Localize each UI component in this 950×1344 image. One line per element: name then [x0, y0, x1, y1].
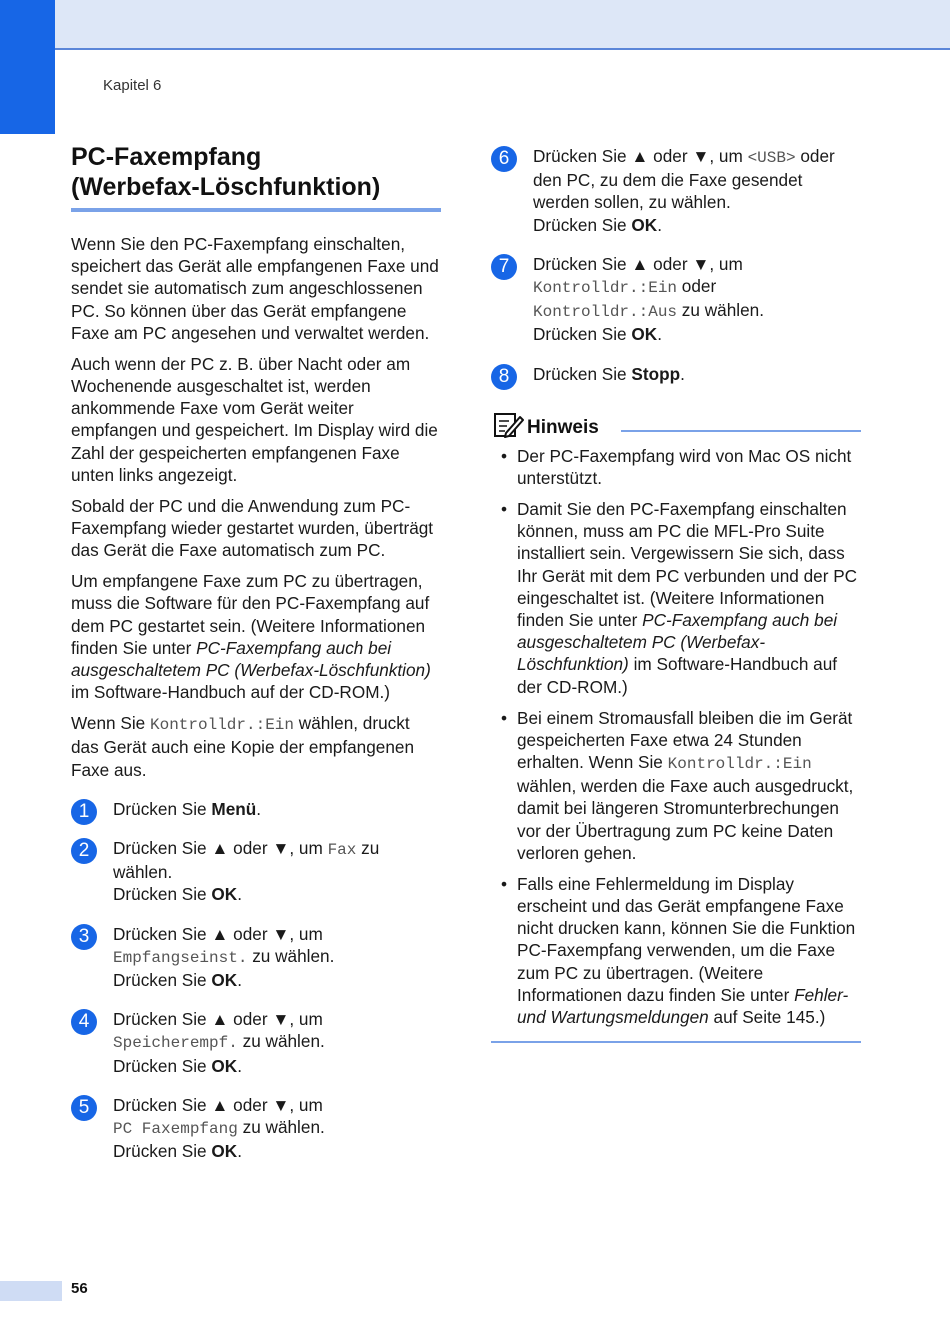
step-text: Drücken Sie	[533, 324, 632, 345]
paragraph-5-text-end: wählen, druckt das Gerät auch eine Kopie der empfangenen Faxe aus.	[71, 713, 415, 780]
paragraph-1: Wenn Sie den PC-Faxempfang einschalten, speichert das Gerät alle empfangenen Faxe und sendet sie automatisch zum angeschlossenen PC. So können über das Gerät empfangene Faxe am PC angesehen und verwaltet werden.	[71, 234, 439, 343]
step-text: Drücken Sie ▲ oder ▼, um	[113, 1009, 323, 1030]
paragraph-5	[71, 712, 441, 781]
step-2	[71, 837, 441, 906]
note-end-rule	[491, 1041, 861, 1043]
step-text-end: zu wählen.	[247, 945, 335, 966]
note-title: Hinweis	[527, 416, 599, 438]
note-item: • Der PC-Faxempfang wird von Mac OS nicht unterstützt.	[501, 445, 852, 489]
display-setting: Kontrolldr.:Aus	[533, 303, 678, 322]
note-text: Der PC-Faxempfang wird von Mac OS nicht unterstützt.	[517, 445, 852, 489]
chapter-label: Kapitel 6	[103, 77, 162, 94]
step-6	[491, 145, 861, 236]
step-number-badge: 5	[71, 1095, 97, 1121]
note-rule	[621, 430, 861, 432]
step-8	[491, 363, 861, 385]
step-text-end: .	[237, 1055, 242, 1076]
right-column	[491, 142, 861, 1043]
paragraph-3: Sobald der PC und die Anwendung zum PC-Faxempfang wieder gestartet wurden, überträgt das Gerät die Faxe automatisch zum PC.	[71, 495, 434, 561]
step-text-end: .	[657, 214, 662, 235]
step-text-end: oder den PC, zu dem die Faxe gesendet werden sollen, zu wählen.	[533, 146, 835, 213]
step-text-end: zu wählen.	[113, 838, 380, 883]
key-name: OK	[211, 1055, 238, 1076]
step-number-badge: 3	[71, 924, 97, 950]
key-name: OK	[631, 324, 658, 345]
note-text-end: wählen, werden die Faxe auch ausgedruckt, damit bei längeren Stromunterbrechungen vor der Übertragung zum PC keine Daten verloren gehen.	[517, 776, 854, 863]
step-text: Drücken Sie ▲ oder ▼, um	[533, 146, 748, 166]
step-text: Drücken Sie	[113, 798, 212, 819]
left-column	[71, 142, 441, 1163]
step-text-end: zu wählen.	[237, 1031, 325, 1052]
key-name: Stopp	[631, 363, 681, 384]
key-name: OK	[211, 884, 238, 905]
page-number: 56	[71, 1280, 88, 1297]
note-item: • Damit Sie den PC-Faxempfang einschalten können, muss am PC die MFL-Pro Suite installiert sein. Vergewissern Sie sich, dass Ihr Gerät mit dem PC verbunden und der PC eingeschaltet ist. (Weitere Informationen finden Sie unter PC-Faxempfang auch bei ausgeschaltetem PC (Werbefax-Löschfunktion) im Software-Handbuch auf der CD-ROM.)	[501, 499, 858, 697]
step-number-badge: 2	[71, 838, 97, 864]
step-text-end: .	[237, 884, 242, 905]
step-text-end: .	[657, 324, 662, 345]
note-item: • Falls eine Fehlermeldung im Display erscheint und das Gerät empfangene Faxe nicht drucken kann, können Sie die Funktion PC-Faxempfang verwenden, um die Faxe zum PC zu übertragen. (Weitere Informationen dazu finden Sie unter Fehler- und Wartungsmeldungen auf Seite 145.)	[501, 873, 856, 1028]
display-setting: Fax	[327, 841, 357, 860]
step-text-end: .	[256, 798, 262, 819]
paragraph-5-text: Wenn Sie	[71, 713, 150, 734]
pencil-note-icon	[493, 411, 524, 439]
step-text-end: .	[680, 363, 685, 384]
step-text: Drücken Sie	[113, 1055, 212, 1076]
step-text-end: zu wählen.	[677, 300, 764, 321]
step-number-badge: 1	[71, 799, 97, 825]
note-text-end: auf Seite 145.)	[708, 1007, 826, 1028]
title-line-1: PC-Faxempfang	[71, 143, 262, 171]
step-number-badge: 8	[491, 364, 517, 390]
note-header	[491, 411, 861, 441]
paragraph-4-text: Um empfangene Faxe zum PC zu übertragen, muss die Software für den PC-Faxempfang auf dem PC gestartet sein. (Weitere Informationen finden Sie unter	[71, 571, 430, 658]
step-number-badge: 4	[71, 1009, 97, 1035]
step-text: Drücken Sie ▲ oder ▼, um	[113, 1094, 323, 1115]
key-name: OK	[211, 1141, 238, 1162]
step-text: Drücken Sie	[113, 970, 212, 991]
header-band	[0, 0, 950, 50]
step-4	[71, 1008, 441, 1077]
step-text-end: .	[237, 1141, 242, 1162]
cross-reference: PC-Faxempfang auch bei ausgeschaltetem PC (Werbefax-Löschfunktion)	[517, 610, 838, 675]
cross-reference: Fehler- und Wartungsmeldungen	[517, 984, 849, 1028]
display-setting: Kontrolldr.:Ein	[667, 755, 812, 774]
step-text: Drücken Sie ▲ oder ▼, um	[533, 253, 743, 274]
display-setting: <USB>	[747, 149, 796, 167]
step-text: Drücken Sie ▲ oder ▼, um	[113, 923, 323, 944]
note-text: Falls eine Fehlermeldung im Display erscheint und das Gerät empfangene Faxe nicht drucken kann, können Sie die Funktion PC-Faxempfang verwenden, um die Faxe zum PC zu übertragen. (Weitere Informationen dazu finden Sie unter	[517, 873, 856, 1005]
step-text: Drücken Sie	[533, 214, 632, 235]
step-text: oder	[677, 276, 717, 297]
section-title	[71, 142, 441, 212]
chapter-tab	[0, 0, 55, 134]
step-text-end: .	[237, 970, 242, 991]
paragraph-4-text-end: im Software-Handbuch auf der CD-ROM.)	[71, 682, 391, 703]
step-text: Drücken Sie	[533, 363, 632, 384]
step-text: Drücken Sie	[113, 1141, 212, 1162]
key-name: Menü	[211, 798, 257, 819]
note-text-end: im Software-Handbuch auf der CD-ROM.)	[517, 654, 838, 697]
paragraph-4	[71, 570, 441, 703]
step-5	[71, 1094, 441, 1163]
display-setting: Kontrolldr.:Ein	[533, 279, 678, 298]
paragraph-2: Auch wenn der PC z. B. über Nacht oder am Wochenende ausgeschaltet ist, werden ankommende Faxe vom Gerät weiter empfangen und gespeichert. Im Display wird die Zahl der gespeicherten empfangenen Faxe unten links angezeigt.	[71, 353, 438, 485]
step-text: Drücken Sie ▲ oder ▼, um	[113, 838, 328, 859]
step-number-badge: 6	[491, 146, 517, 172]
cross-reference: PC-Faxempfang auch bei ausgeschaltetem PC (Werbefax-Löschfunktion)	[71, 637, 431, 681]
note-text: Bei einem Stromausfall bleiben die im Gerät gespeicherten Faxe etwa 24 Stunden erhalten. Wenn Sie	[517, 707, 853, 773]
key-name: OK	[211, 970, 238, 991]
step-text-end: zu wählen.	[237, 1117, 325, 1138]
note-item: • Bei einem Stromausfall bleiben die im Gerät gespeicherten Faxe etwa 24 Stunden erhalten. Wenn Sie Kontrolldr.:Ein wählen, werden die Faxe auch ausgedruckt, damit bei längeren Stromunterbrechungen vor der Übertragung zum PC keine Daten verloren gehen.	[501, 707, 854, 863]
display-setting: Empfangseinst.	[113, 948, 248, 967]
display-setting: PC Faxempfang	[113, 1120, 238, 1139]
step-1	[71, 798, 441, 820]
step-number-badge: 7	[491, 254, 517, 280]
step-7	[491, 253, 861, 346]
title-line-2: (Werbefax-Löschfunktion)	[71, 173, 381, 201]
step-text: Drücken Sie	[113, 884, 212, 905]
page-number-tab	[0, 1281, 62, 1301]
display-setting: Kontrolldr.:Ein	[149, 716, 295, 735]
display-setting: Speicherempf.	[113, 1034, 238, 1053]
note-text: Damit Sie den PC-Faxempfang einschalten können, muss am PC die MFL-Pro Suite installiert sein. Vergewissern Sie sich, dass Ihr Gerät mit dem PC verbunden und der PC eingeschaltet ist. (Weitere Informationen finden Sie unter	[517, 499, 858, 631]
step-3	[71, 923, 441, 992]
note-list	[491, 445, 861, 1028]
key-name: OK	[631, 214, 658, 235]
